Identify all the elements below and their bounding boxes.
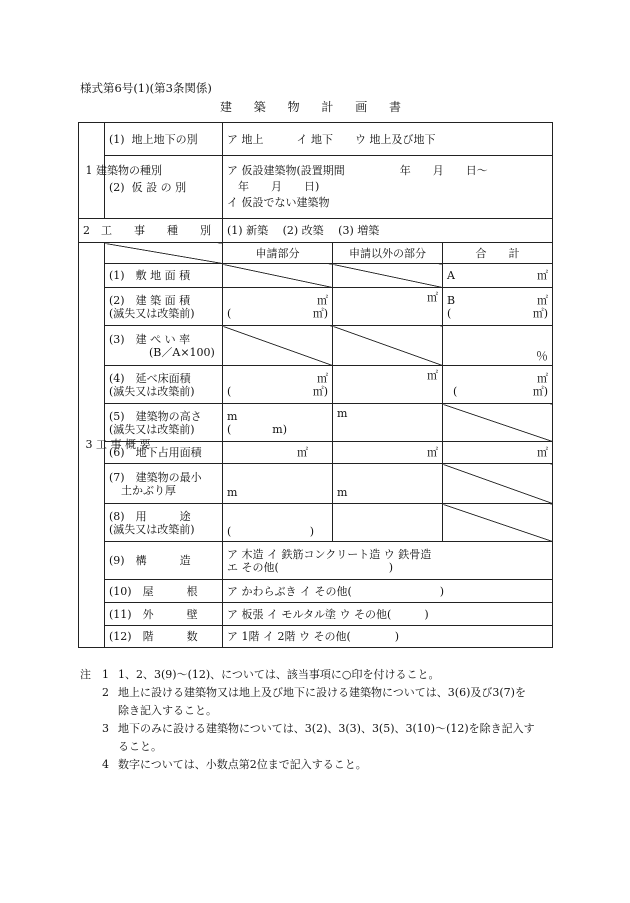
form-number: 様式第6号(1)(第3条関係): [80, 81, 212, 95]
row-3-4: [79, 366, 553, 404]
row-3-2: [79, 288, 553, 326]
row-3-9-label: (9) 構 造: [105, 542, 223, 580]
row-3-2-applied[interactable]: ㎡ ( ㎡): [223, 288, 333, 326]
row-3-12-label: (12) 階 数: [105, 626, 223, 648]
row-3-6-other[interactable]: ㎡: [333, 442, 443, 464]
row-3-3: [79, 326, 553, 366]
col-other: 申請以外の部分: [333, 243, 443, 264]
row-3-2-label: (2) 建 築 面 積 (滅失又は改築前): [105, 288, 223, 326]
col-total: 合 計: [443, 243, 553, 264]
row-3-1: [79, 264, 553, 288]
row-3-6-label: (6) 地下占用面積: [105, 442, 223, 464]
row-1-1-label: (1) 地上地下の別: [105, 123, 223, 156]
row-1-2-value[interactable]: ア 仮設建築物(設置期間 年 月 日～ 年 月 日) イ 仮設でない建築物: [223, 156, 553, 219]
row-3-11-label: (11) 外 壁: [105, 603, 223, 626]
row-3-4-other[interactable]: ㎡: [333, 366, 443, 404]
note-3: 3 地下のみに設ける建築物については、3(2)、3(3)、3(5)、3(10)～(12)を除き記入す ること。: [102, 722, 535, 753]
page-title: 建 築 物 計 画 書: [219, 100, 411, 114]
row-3-5-applied[interactable]: m ( m): [223, 404, 333, 442]
row-3-4-label: (4) 延べ床面積 (滅失又は改築前): [105, 366, 223, 404]
row-3-8-total: [443, 504, 553, 542]
section2-label: 2 工 事 種 別: [79, 219, 223, 243]
row-3-1-applied: [223, 264, 333, 288]
row-3-8-other[interactable]: [333, 504, 443, 542]
row-3-1-total[interactable]: A ㎡: [443, 264, 553, 288]
row-3-1-label: (1) 敷 地 面 積: [105, 264, 223, 288]
row-3-12: [79, 626, 553, 648]
row-1-1-value[interactable]: ア 地上 イ 地下 ウ 地上及び地下: [223, 123, 553, 156]
row-3-5: [79, 404, 553, 442]
row-3-3-other: [333, 326, 443, 366]
row-3-4-total[interactable]: ㎡ ( ㎡): [443, 366, 553, 404]
row-3-9: [79, 542, 553, 580]
row-3-5-total: [443, 404, 553, 442]
col-applied: 申請部分: [223, 243, 333, 264]
section3-label: 3 工 事 概 要: [79, 243, 105, 648]
section2-value[interactable]: (1) 新築 (2) 改築 (3) 増築: [223, 219, 553, 243]
row-3-4-applied[interactable]: ㎡ ( ㎡): [223, 366, 333, 404]
section3-header-row: [79, 243, 553, 264]
row-3-11: [79, 603, 553, 626]
row-3-12-value[interactable]: ア 1階 イ 2階 ウ その他( ): [223, 626, 553, 648]
row-3-8-applied[interactable]: ( ): [223, 504, 333, 542]
note-1: 注 1 1、2、3(9)～(12)、については、該当事項に○印を付けること。: [80, 668, 440, 681]
note-2: 2 地上に設ける建築物又は地上及び地下に設ける建築物については、3(6)及び3(7)を 除き記入すること。: [102, 686, 526, 717]
row-3-7-other[interactable]: m: [333, 464, 443, 504]
header-blank-cell: [105, 243, 223, 264]
notes: [80, 666, 560, 774]
row-3-6-total[interactable]: ㎡: [443, 442, 553, 464]
row-3-7-total: [443, 464, 553, 504]
row-3-2-total[interactable]: B ㎡ ( ㎡): [443, 288, 553, 326]
row-2: [79, 219, 553, 243]
row-3-6-applied[interactable]: ㎡: [223, 442, 333, 464]
row-3-5-label: (5) 建築物の高さ (滅失又は改築前): [105, 404, 223, 442]
row-3-10-label: (10) 屋 根: [105, 580, 223, 603]
row-3-10: [79, 580, 553, 603]
row-3-3-total[interactable]: ％: [443, 326, 553, 366]
plan-form-table: [78, 122, 553, 648]
row-1-1: [79, 123, 553, 156]
row-3-8: [79, 504, 553, 542]
section1-label: 1 建築物の種別: [79, 123, 105, 219]
row-3-7-label: (7) 建築物の最小 土かぶり厚: [105, 464, 223, 504]
row-1-2-label: (2) 仮 設 の 別: [105, 156, 223, 219]
row-3-8-label: (8) 用 途 (滅失又は改築前): [105, 504, 223, 542]
row-3-3-label: (3) 建 ぺ い 率 (B／A×100): [105, 326, 223, 366]
row-3-3-applied: [223, 326, 333, 366]
note-4: 4 数字については、小数点第2位まで記入すること。: [102, 758, 367, 771]
row-3-5-other[interactable]: m: [333, 404, 443, 442]
row-3-2-other[interactable]: ㎡: [333, 288, 443, 326]
row-3-10-value[interactable]: ア かわらぶき イ その他( ): [223, 580, 553, 603]
row-3-7: [79, 464, 553, 504]
row-3-7-applied[interactable]: m: [223, 464, 333, 504]
row-3-11-value[interactable]: ア 板張 イ モルタル塗 ウ その他( ): [223, 603, 553, 626]
row-3-1-other: [333, 264, 443, 288]
row-3-9-value[interactable]: ア 木造 イ 鉄筋コンクリート造 ウ 鉄骨造 エ その他( ): [223, 542, 553, 580]
